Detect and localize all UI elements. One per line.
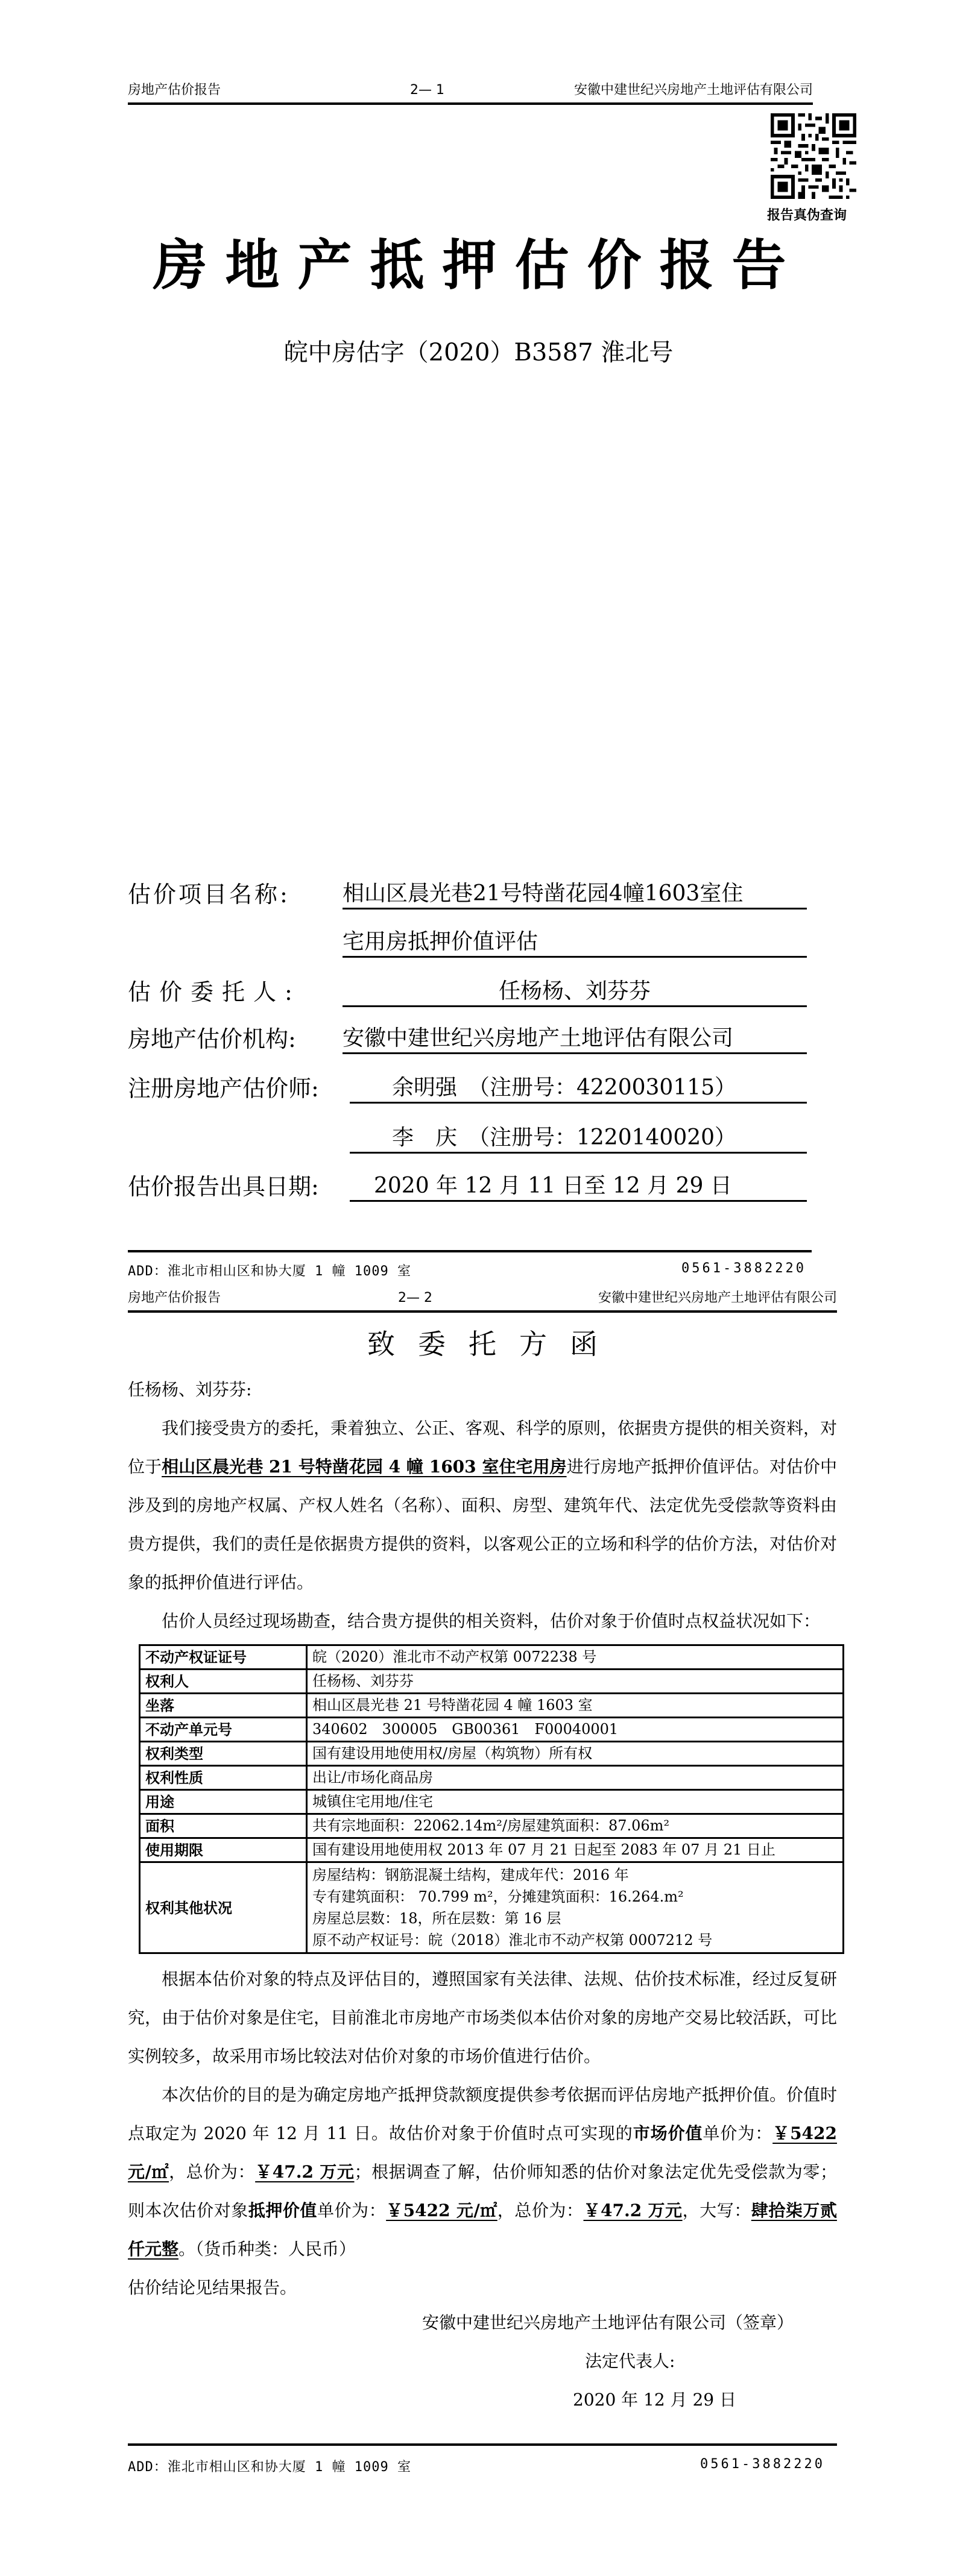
table-row (140, 1814, 844, 1838)
table-row (140, 1645, 844, 1670)
table-row (140, 1718, 844, 1742)
paragraph-text: ；根据调查了解，估价师知悉的估价对象法定优先受偿款为零；则本次估价对象 (128, 2162, 837, 2220)
report-reference-number: 皖中房估字（2020）B3587 淮北号 (283, 339, 674, 366)
project-name-line1: 相山区晨光巷21号特凿花园4幢1603室住 (343, 880, 807, 909)
legal-representative-label: 法定代表人: (585, 2351, 675, 2371)
paragraph-text: 进行房地产抵押价值评估。对估价中涉及到的房地产权属、产权人姓名（名称）、面积、房型、建筑年代、法定优先受偿款等资料由贵方提供，我们的责任是依据贵方提供的资料，以客观公正的立场和科学的估价方法，对估价对象的抵押价值进行评估。 (128, 1457, 838, 1592)
paragraph-text: 。（货币种类：人民币） (178, 2239, 356, 2259)
table-row-label: 面积 (140, 1814, 307, 1838)
table-row-label: 坐落 (140, 1694, 307, 1718)
table-row (140, 1862, 844, 1953)
amount-in-words: 肆拾柒万贰仟元整 (128, 2201, 837, 2259)
header-report-type: 房地产估价报告 (128, 83, 221, 98)
market-total-price: ￥47.2 万元 (255, 2162, 355, 2182)
table-row (140, 1742, 844, 1766)
appraiser-1: 余明强 （注册号：4220030115） (350, 1074, 807, 1104)
paragraph-conclusion: 估价结论见结果报告。 (128, 2278, 297, 2298)
paragraph-inspection: 估价人员经过现场勘查，结合贵方提供的相关资料，估价对象于价值时点权益状况如下： (162, 1611, 821, 1631)
market-value-label: 市场价值 (633, 2123, 703, 2143)
table-row-value: 国有建设用地使用权/房屋（构筑物）所有权 (307, 1742, 844, 1766)
page-2 (128, 1290, 837, 2482)
rights-table (139, 1644, 844, 1954)
mortgage-value-label: 抵押价值 (248, 2201, 317, 2220)
header-rule (128, 1310, 837, 1313)
signature-block (128, 2311, 837, 2431)
table-row (140, 1670, 844, 1694)
footer-address: ADD：淮北市相山区和协大厦 1 幢 1009 室 (128, 2460, 411, 2475)
header-company: 安徽中建世纪兴房地产土地评估有限公司 (573, 83, 813, 98)
paragraph-engagement (128, 1409, 837, 1602)
table-row-value: 国有建设用地使用权 2013 年 07 月 21 日起至 2083 年 07 月 21 日止 (307, 1838, 844, 1862)
other-status-line: 专有建筑面积： 70.799 m²，分摊建筑面积：16.264.m² (312, 1888, 684, 1905)
footer-address: ADD：淮北市相山区和协大厦 1 幢 1009 室 (128, 1264, 411, 1279)
project-name-label: 估价项目名称: (128, 881, 290, 908)
issue-date-label: 估价报告出具日期: (128, 1173, 319, 1200)
other-status-line: 房屋总层数：18，所在层数：第 16 层 (312, 1910, 561, 1927)
paragraph-text: 单价为： (317, 2201, 387, 2220)
qr-caption: 报告真伪查询 (767, 208, 847, 223)
table-row (140, 1790, 844, 1814)
table-row-value: 出让/市场化商品房 (307, 1766, 844, 1790)
signature-company: 安徽中建世纪兴房地产土地评估有限公司（签章） (422, 2313, 794, 2333)
client-value: 任杨杨、刘芬芬 (343, 978, 807, 1007)
table-row-label: 权利类型 (140, 1742, 307, 1766)
table-row-label: 权利人 (140, 1670, 307, 1694)
paragraph-valuation-result (128, 2076, 837, 2269)
signature-date: 2020 年 12 月 29 日 (573, 2390, 737, 2410)
table-row-label: 用途 (140, 1790, 307, 1814)
table-row (140, 1766, 844, 1790)
client-label: 估价委托人: (128, 979, 301, 1005)
table-row-label: 不动产单元号 (140, 1718, 307, 1742)
property-address-highlight: 相山区晨光巷 21 号特凿花园 4 幢 1603 室住宅用房 (162, 1457, 567, 1477)
paragraph-text: 我们接受贵方的委托，秉着独立、公正、客观、科学的原则，依据贵方提供的相关资料，对位于 (128, 1418, 838, 1477)
table-row-label: 使用期限 (140, 1838, 307, 1862)
agency-label: 房地产估价机构: (128, 1026, 296, 1052)
table-row-label: 不动产权证证号 (140, 1645, 307, 1670)
other-status-line: 原不动产权证号：皖（2018）淮北市不动产权第 0007212 号 (312, 1932, 713, 1949)
page-footer (128, 2446, 837, 2482)
paragraph-text: ，总价为： (497, 2201, 584, 2220)
paragraph-text: 本次估价的目的是为确定房地产抵押贷款额度提供参考依据而评估房地产抵押价值。价值时点取定为 2020 年 12 月 11 日。故估价对象于价值时点可实现的 (128, 2085, 838, 2143)
table-row-label: 权利其他状况 (140, 1862, 307, 1953)
header-report-type: 房地产估价报告 (128, 1290, 221, 1305)
table-row-value: 相山区晨光巷 21 号特凿花园 4 幢 1603 室 (307, 1694, 844, 1718)
header-company: 安徽中建世纪兴房地产土地评估有限公司 (598, 1290, 837, 1305)
appraiser-label: 注册房地产估价师: (128, 1075, 319, 1102)
other-status-line: 房屋结构：钢筋混凝土结构，建成年代：2016 年 (312, 1867, 629, 1883)
market-unit-price: ￥5422 元/㎡ (128, 2123, 837, 2182)
page-header (128, 1290, 837, 1310)
agency-value: 安徽中建世纪兴房地产土地评估有限公司 (343, 1025, 807, 1054)
table-row (140, 1694, 844, 1718)
paragraph-text: 单价为： (703, 2123, 773, 2143)
header-rule (128, 102, 813, 105)
header-page-number: 2— 2 (398, 1290, 432, 1305)
paragraph-text: ，大写： (682, 2201, 751, 2220)
header-page-number: 2— 1 (410, 83, 444, 98)
salutation: 任杨杨、刘芬芬: (128, 1380, 252, 1400)
mortgage-unit-price: ￥5422 元/㎡ (386, 2201, 497, 2220)
table-row-value (307, 1862, 844, 1953)
table-row-value: 340602 300005 GB00361 F00040001 (307, 1718, 844, 1742)
issue-date-value: 2020 年 12 月 11 日至 12 月 29 日 (350, 1172, 807, 1202)
paragraph-method: 根据本估价对象的特点及评估目的，遵照国家有关法律、法规、估价技术标准，经过反复研究，由于估价对象是住宅，目前淮北市房地产市场类似本估价对象的房地产交易比较活跃，可比实例较多，故采用市场比较法对估价对象的市场价值进行估价。 (128, 1969, 838, 2066)
report-title: 房地产抵押估价报告 (153, 233, 804, 297)
appraiser-2: 李 庆 （注册号：1220140020） (350, 1124, 807, 1154)
table-row-value: 城镇住宅用地/住宅 (307, 1790, 844, 1814)
project-name-line2: 宅用房抵押价值评估 (343, 928, 807, 958)
qr-code-icon[interactable] (771, 113, 856, 199)
table-row-label: 权利性质 (140, 1766, 307, 1790)
mortgage-total-price: ￥47.2 万元 (583, 2201, 683, 2220)
footer-rule (128, 1250, 812, 1252)
footer-phone: 0561-3882220 (700, 2457, 825, 2472)
footer-phone: 0561-3882220 (681, 1261, 806, 1276)
letter-title: 致委托方函 (367, 1328, 621, 1360)
table-row-value: 共有宗地面积：22062.14m²/房屋建筑面积：87.06m² (307, 1814, 844, 1838)
table-row-value: 皖（2020）淮北市不动产权第 0072238 号 (307, 1645, 844, 1670)
table-row-value: 任杨杨、刘芬芬 (307, 1670, 844, 1694)
table-row (140, 1838, 844, 1862)
paragraph-text: ，总价为： (169, 2162, 256, 2182)
